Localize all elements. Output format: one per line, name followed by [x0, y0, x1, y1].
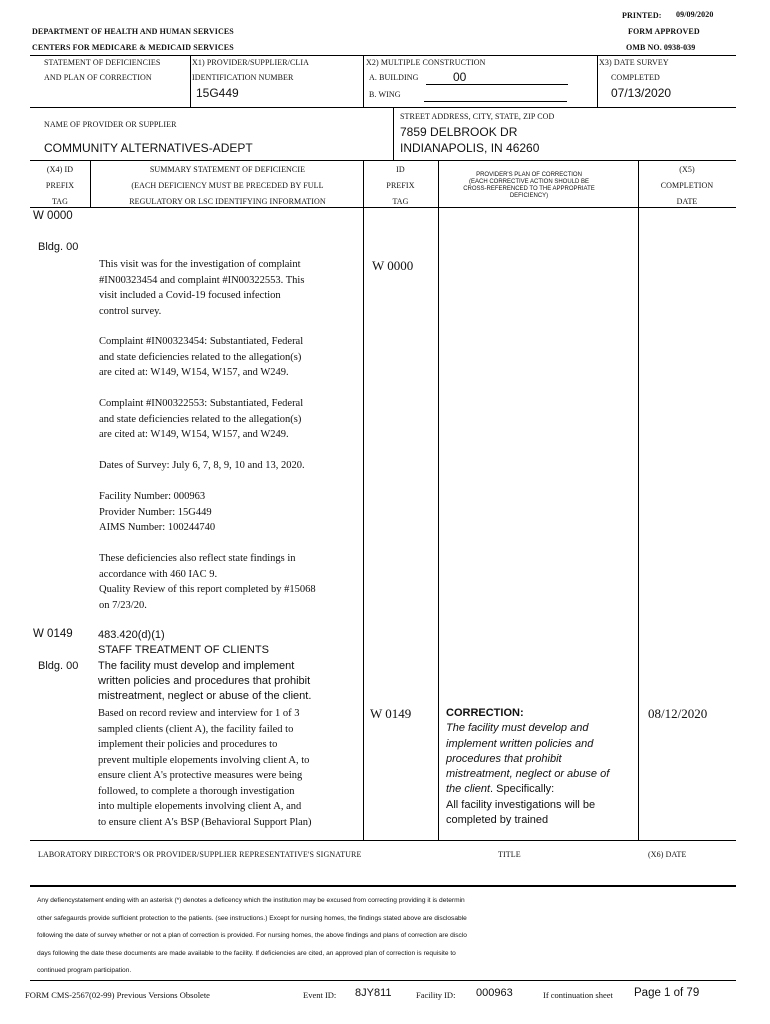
x5-date: DATE: [676, 197, 698, 206]
text-line: Dates of Survey: July 6, 7, 8, 9, 10 and 13, 2020.: [99, 460, 305, 471]
footnote: [37, 892, 467, 980]
text-line: to ensure client A's BSP (Behavioral Support Plan): [98, 816, 312, 828]
plan-header-4: DEFICIENCY): [509, 193, 549, 199]
department-name: DEPARTMENT OF HEALTH AND HUMAN SERVICES: [32, 27, 234, 36]
text-line: The facility must develop and implement: [98, 659, 295, 672]
text-line: Complaint #IN00322553: Substantiated, Federal: [99, 398, 304, 409]
printed-date: 09/09/2020: [676, 10, 714, 19]
plan-header: [438, 172, 620, 200]
text-line: mistreatment, neglect or abuse of the client.: [98, 690, 312, 703]
text-line: are cited at: W149, W154, W157, and W249.: [99, 429, 289, 440]
text-line: Complaint #IN00323454: Substantiated, Federal: [99, 336, 304, 347]
text-line: completed by trained: [446, 814, 549, 827]
building-value: 00: [453, 70, 467, 84]
address-line-1: 7859 DELBROOK DR: [400, 125, 518, 139]
signature-label: LABORATORY DIRECTOR'S OR PROVIDER/SUPPLIER REPRESENTATIVE'S SIGNATURE: [38, 850, 362, 859]
text-line: followed, to complete a thorough investigation: [98, 785, 295, 797]
footnote-line: other safegaurds provide sufficient protection to the patients. (see instructions.) Except for nursing homes, the findings stated above are disclosable: [37, 914, 467, 922]
text-line: control survey.: [99, 305, 162, 317]
text-line: implement their policies and procedures to: [98, 739, 278, 750]
text-line: procedures that prohibit: [446, 752, 562, 765]
text-line: Based on record review and interview for 1 of 3: [98, 708, 300, 719]
facility-id-label: Facility ID:: [416, 990, 456, 1000]
text-line: [446, 782, 609, 797]
correction-text: [446, 706, 609, 828]
paragraph-findings: [98, 706, 312, 830]
x5-header: (X5): [679, 165, 695, 174]
text-line: Facility Number: 000963: [99, 491, 206, 502]
text-line: prevent multiple elopements involving client A, to: [98, 754, 310, 766]
form-approved: FORM APPROVED: [628, 27, 700, 36]
footnote-line: following the date of survey whether or not a plan of correction is provided. For nursing homes, the above findings and plans of correction are disclo: [37, 932, 467, 940]
x4-prefix: PREFIX: [45, 181, 75, 190]
text-line: 483.420(d)(1): [98, 629, 165, 641]
x3-sublabel: COMPLETED: [611, 73, 660, 82]
x4-header: (X4) ID: [46, 165, 74, 174]
regulation-text: [98, 628, 311, 704]
text-line: accordance with 460 IAC 9.: [99, 568, 218, 580]
summary-sub1: (EACH DEFICIENCY MUST BE PRECEDED BY FULL: [131, 181, 324, 190]
paragraph-complaint-1: [99, 334, 303, 381]
id-tag: TAG: [392, 197, 409, 206]
text-line: visit included a Covid-19 focused infection: [99, 290, 281, 301]
text-line: #IN00323454 and complaint #IN00322553. This: [99, 274, 305, 286]
text-line: into multiple elopements involving client A, and: [98, 801, 302, 812]
x3-label: X3) DATE SURVEY: [599, 58, 669, 67]
text-line: written policies and procedures that prohibit: [98, 674, 311, 687]
paragraph-facility: [99, 489, 215, 536]
date-label: (X6) DATE: [648, 850, 687, 859]
text-line: STAFF TREATMENT OF CLIENTS: [98, 644, 269, 657]
paragraph-state-findings: [99, 551, 316, 613]
correction-title: CORRECTION:: [446, 707, 524, 719]
plan-header-3: CROSS-REFERENCED TO THE APPROPRIATE: [463, 186, 595, 192]
text-line: and state deficiencies related to the allegation(s): [99, 351, 302, 363]
provider-id: 15G449: [196, 86, 239, 100]
summary-sub2: REGULATORY OR LSC IDENTIFYING INFORMATION: [129, 197, 326, 206]
x5-completion: COMPLETION: [660, 181, 714, 190]
text-fragment: . Specifically:: [490, 783, 555, 796]
page-number: Page 1 of 79: [634, 987, 700, 999]
title-label: TITLE: [498, 850, 521, 859]
tag-w0149: W 0149: [33, 628, 73, 640]
x1-label: X1) PROVIDER/SUPPLIER/CLIA: [192, 58, 310, 67]
tag-w0000: W 0000: [33, 210, 73, 222]
continuation-label: If continuation sheet: [543, 990, 613, 1000]
id-prefix: PREFIX: [386, 181, 415, 190]
printed-label: PRINTED:: [622, 11, 662, 20]
text-line: This visit was for the investigation of complaint: [99, 259, 301, 270]
provider-name: COMMUNITY ALTERNATIVES-ADEPT: [44, 141, 253, 155]
statement-label: STATEMENT OF DEFICIENCIES: [44, 58, 161, 67]
text-line: sampled clients (client A), the facility failed to: [98, 723, 294, 735]
paragraph-visit: [99, 257, 304, 319]
footnote-line: Any defiencystatement ending with an asterisk (*) denotes a deficency which the institution may be excused from correcting providing it is determin: [37, 897, 465, 904]
text-line: AIMS Number: 100244740: [99, 522, 216, 533]
wing-label: B. WING: [369, 90, 401, 99]
text-fragment: the client: [446, 783, 491, 796]
bldg-label-2: Bldg. 00: [38, 660, 79, 672]
text-line: ensure client A's protective measures were being: [98, 770, 303, 781]
text-line: are cited at: W149, W154, W157, and W249.: [99, 367, 289, 378]
x4-tag: TAG: [51, 197, 69, 206]
address-label: STREET ADDRESS, CITY, STATE, ZIP COD: [400, 112, 555, 121]
provider-name-label: NAME OF PROVIDER OR SUPPLIER: [44, 120, 177, 129]
completion-date: 08/12/2020: [648, 706, 708, 721]
omb-number: OMB NO. 0938-039: [626, 43, 696, 52]
form-number: FORM CMS-2567(02-99) Previous Versions Obsolete: [25, 990, 210, 1000]
plan-header-1: PROVIDER'S PLAN OF CORRECTION: [476, 172, 582, 178]
footnote-line: continued program participation.: [37, 967, 132, 975]
facility-id-value: 000963: [476, 987, 513, 999]
paragraph-dates: [99, 458, 305, 474]
text-line: implement written policies and: [446, 737, 594, 750]
address-line-2: INDIANAPOLIS, IN 46260: [400, 141, 540, 155]
text-line: All facility investigations will be: [446, 798, 596, 811]
event-id-value: 8JY811: [355, 987, 392, 999]
x2-label: X2) MULTIPLE CONSTRUCTION: [366, 58, 486, 67]
text-line: These deficiencies also reflect state findings in: [99, 553, 296, 564]
x1-sublabel: IDENTIFICATION NUMBER: [192, 73, 294, 82]
bldg-label: Bldg. 00: [38, 241, 79, 253]
text-line: and state deficiencies related to the allegation(s): [99, 413, 302, 425]
building-label: A. BUILDING: [369, 73, 419, 82]
text-line: on 7/23/20.: [99, 599, 147, 611]
id-header: ID: [396, 165, 405, 174]
event-id-label: Event ID:: [303, 990, 337, 1000]
text-line: mistreatment, neglect or abuse of: [446, 768, 610, 781]
text-line: The facility must develop and: [446, 722, 589, 735]
tag-w0000-right: W 0000: [372, 258, 414, 273]
plan-label: AND PLAN OF CORRECTION: [44, 73, 152, 82]
summary-header: SUMMARY STATEMENT OF DEFICIENCIE: [149, 165, 306, 174]
survey-date: 07/13/2020: [611, 86, 672, 100]
text-line: Quality Review of this report completed by #15068: [99, 584, 316, 595]
plan-header-2: (EACH CORRECTIVE ACTION SHOULD BE: [468, 179, 590, 185]
tag-w0149-right: W 0149: [370, 706, 412, 721]
paragraph-complaint-2: [99, 396, 303, 443]
text-line: Provider Number: 15G449: [99, 506, 212, 518]
footnote-line: days following the date these documents are made available to the facility. If deficiencies are cited, an approved plan of correction is requisite to: [37, 949, 456, 957]
centers-name: CENTERS FOR MEDICARE & MEDICAID SERVICES: [32, 43, 234, 52]
